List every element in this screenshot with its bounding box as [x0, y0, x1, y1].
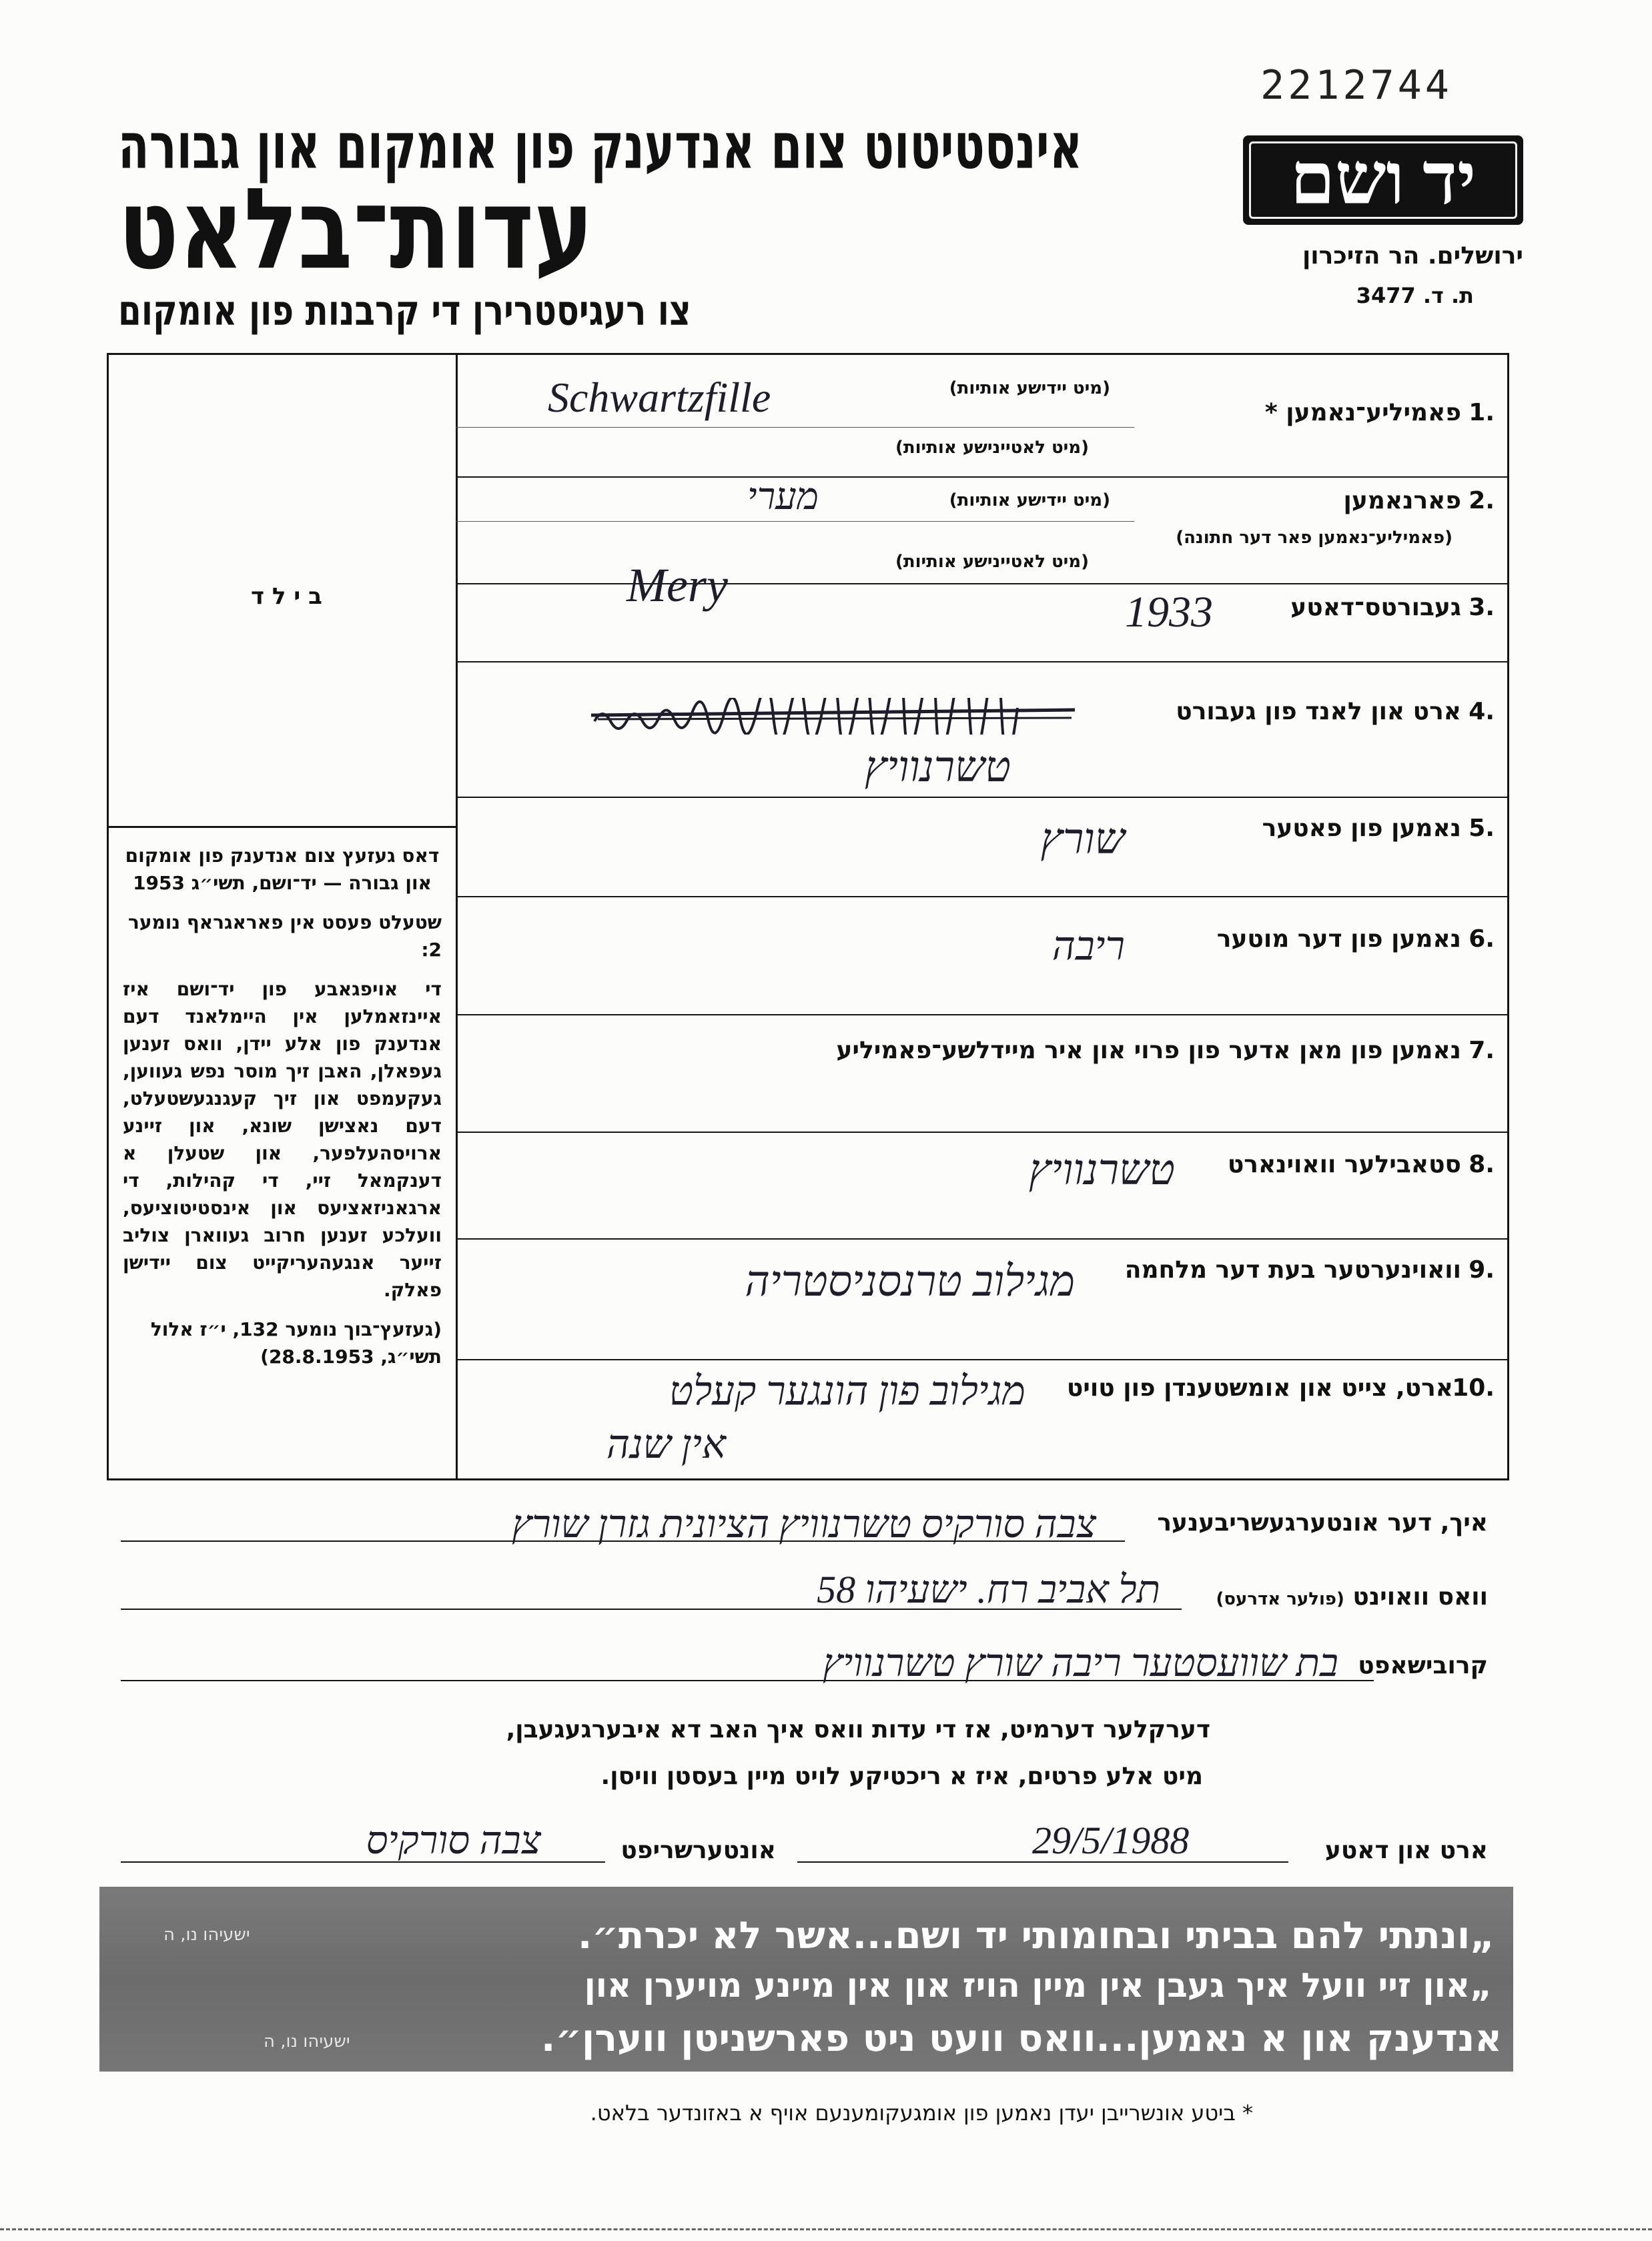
column-divider: [456, 353, 458, 1480]
permanent-residence-value: טשרנוויץ: [1028, 1146, 1175, 1194]
address-hint: (פולער אדרעס): [1216, 1589, 1344, 1609]
yiddish-letters-hint: (מיט יידישע אותיות): [949, 490, 1110, 510]
photo-box-divider: [107, 826, 456, 828]
father-name-value: שורץ: [1040, 815, 1125, 863]
birth-date-value: 1933: [1125, 588, 1213, 636]
address-label-text: וואס וואוינט: [1352, 1583, 1488, 1611]
wartime-residence-value: מגילוב טרנסניסטריה: [745, 1258, 1075, 1305]
family-name-label: פאמיליע־נאמען *: [1264, 399, 1461, 426]
permanent-residence-label: סטאבילער וואוינארט: [1227, 1151, 1461, 1178]
law-text-block: [123, 842, 442, 1382]
field-number: 8.: [1469, 1151, 1495, 1178]
form-subtitle: צו רעגיסטרירן די קרבנות פון אומקום: [118, 286, 691, 335]
relationship-value: בת שוועסטער ריבה שורץ טשרנוויץ: [822, 1641, 1338, 1685]
field-number: 4.: [1469, 698, 1495, 725]
field-number: 5.: [1469, 815, 1495, 842]
row-divider: [456, 583, 1509, 584]
first-name-yiddish-value: מערי: [747, 476, 819, 518]
declaration-statement-line2: מיט אלע פרטים, איז א ריכטיקע לויט מיין בעסטן וויסן.: [600, 1763, 1203, 1790]
law-intro: דאס געזעץ צום אנדענק פון אומקום און גבורה — יד־ושם, תשי״ג 1953: [125, 845, 440, 894]
birth-date-label: געבורטס־דאטע: [1290, 594, 1461, 621]
field-number: 1.: [1469, 399, 1495, 426]
row-divider: [456, 1238, 1509, 1240]
father-name-label: נאמען פון פאטער: [1262, 815, 1461, 842]
page-bottom-edge: [0, 2228, 1652, 2230]
place-date-value: 29/5/1988: [1032, 1819, 1190, 1862]
banner-citation-top: ישעיהו נו, ה: [163, 1925, 250, 1945]
field-number: 3.: [1469, 594, 1495, 621]
family-name-latin-value: Schwartzfille: [548, 374, 771, 421]
undersigned-value: צבה סורקיס טשרנוויץ הציונית גזרן שורץ: [511, 1502, 1096, 1546]
photo-label: ב י ל ד: [251, 583, 322, 610]
row-divider: [456, 896, 1509, 897]
row-subline: [456, 521, 1134, 522]
death-circumstances-value: מגילוב פון הונגער קעלט: [669, 1369, 1025, 1413]
field-number: 2.: [1469, 487, 1495, 514]
first-name-label: פארנאמען: [1343, 487, 1461, 514]
field-number: 7.: [1469, 1037, 1495, 1064]
crossed-out-scribble: [591, 698, 1075, 735]
row-divider: [456, 797, 1509, 798]
banner-line2: „און זיי וועל איך געבן אין מיין הויז און אין מיינע מויערן און: [584, 1966, 1492, 2005]
declaration-statement-line1: דערקלער דערמיט, אז די עדות וואס איך האב דא איבערגעגעבן,: [506, 1716, 1210, 1743]
place-date-label: ארט און דאטע: [1324, 1837, 1488, 1864]
relationship-label: קרובישאפט: [1358, 1652, 1488, 1679]
document-number: 2212744: [1260, 62, 1453, 109]
birth-place-value: טשרנוויץ: [864, 743, 1011, 791]
field-number: 9.: [1469, 1256, 1495, 1284]
form-title: עדות־בלאט: [118, 164, 594, 295]
wartime-residence-label: וואוינערטער בעת דער מלחמה: [1124, 1256, 1461, 1284]
mother-name-label: נאמען פון דער מוטער: [1216, 925, 1461, 953]
yiddish-letters-hint: (מיט יידישע אותיות): [949, 378, 1110, 398]
law-citation: (געזעץ־בוך נומער 132, י״ז אלול תשי״ג, 28.8.1953): [150, 1318, 442, 1368]
maiden-name-sublabel: (פאמיליע־נאמען פאר דער חתונה): [1176, 528, 1453, 548]
row-divider: [456, 1132, 1509, 1133]
footnote: * ביטע אונשרייבן יעדן נאמען פון אומגעקומענעם אויף א באזונדער בלאט.: [590, 2100, 1253, 2126]
row-divider: [456, 661, 1509, 662]
row-divider: [456, 1014, 1509, 1015]
logo-location: ירושלים. הר הזיכרון: [1302, 242, 1523, 270]
death-circumstances-value-line2: אין שנה: [606, 1422, 726, 1466]
logo-text: יד ושם: [1290, 140, 1477, 219]
row-divider: [456, 1359, 1509, 1360]
mother-name-value: ריבה: [1052, 924, 1125, 968]
field-number: 6.: [1469, 925, 1495, 953]
signature-label: אונטערשריפט: [621, 1837, 776, 1864]
field-number: 10.: [1452, 1374, 1495, 1402]
row-divider: [456, 476, 1509, 478]
death-circumstances-label: ארט, צייט און אומשטענדן פון טויט: [1066, 1374, 1453, 1402]
institute-title: אינסטיטוט צום אנדענק פון אומקום און גבורה: [118, 109, 1083, 184]
birth-place-label: ארט און לאנד פון געבורט: [1176, 698, 1461, 725]
law-body: די אויפגאבע פון יד־ושם איז איינזאמלען אין היימלאנד דעם אנדענק פון אלע יידן, וואס זענען געפאלן, האבן זיך מוסר נפש געווען, געקעמפט און זיך קעגנגעשטעלט, דעם נאצישן שונא, און זיינע ארויסהעלפער, און שטעלן א דענקמאל זיי, די קהילות, די ארגאניזאציעס און אינסטיטוציעס, וועלכע זענען חרוב געווארן צוליב זייער אנגעהעריקייט צום יידישן פאלק.: [123, 978, 442, 1301]
latin-letters-hint: (מיט לאטיינישע אותיות): [895, 552, 1089, 572]
banner-line3: אנדענק און א נאמען...וואס וועט ניט פארשניטן ווערן״.: [540, 2017, 1502, 2060]
row-subline: [456, 427, 1134, 428]
undersigned-label: איך, דער אונטערגעשריבענער: [1157, 1509, 1488, 1536]
address-label: [1216, 1583, 1488, 1611]
logo-po-box: ת. ד. 3477: [1356, 283, 1474, 308]
law-paragraph-ref: שטעלט פעסט אין פאראגראף נומער 2:: [128, 911, 442, 961]
yad-vashem-logo: [1243, 135, 1523, 225]
signature-value: צבה סורקיס: [366, 1819, 541, 1862]
spouse-name-label: נאמען פון מאן אדער פון פרוי און איר מיידלשע־פאמיליע: [836, 1037, 1461, 1064]
latin-letters-hint: (מיט לאטיינישע אותיות): [895, 438, 1089, 458]
banner-line1: „ונתתי להם בביתי ובחומותי יד ושם...אשר לא יכרת״.: [577, 1914, 1495, 1957]
first-name-latin-value: Mery: [627, 558, 728, 612]
banner-citation-bottom: ישעיהו נו, ה: [264, 2032, 350, 2052]
address-value: תל אביב רח. ישעיהו 58: [817, 1568, 1160, 1611]
